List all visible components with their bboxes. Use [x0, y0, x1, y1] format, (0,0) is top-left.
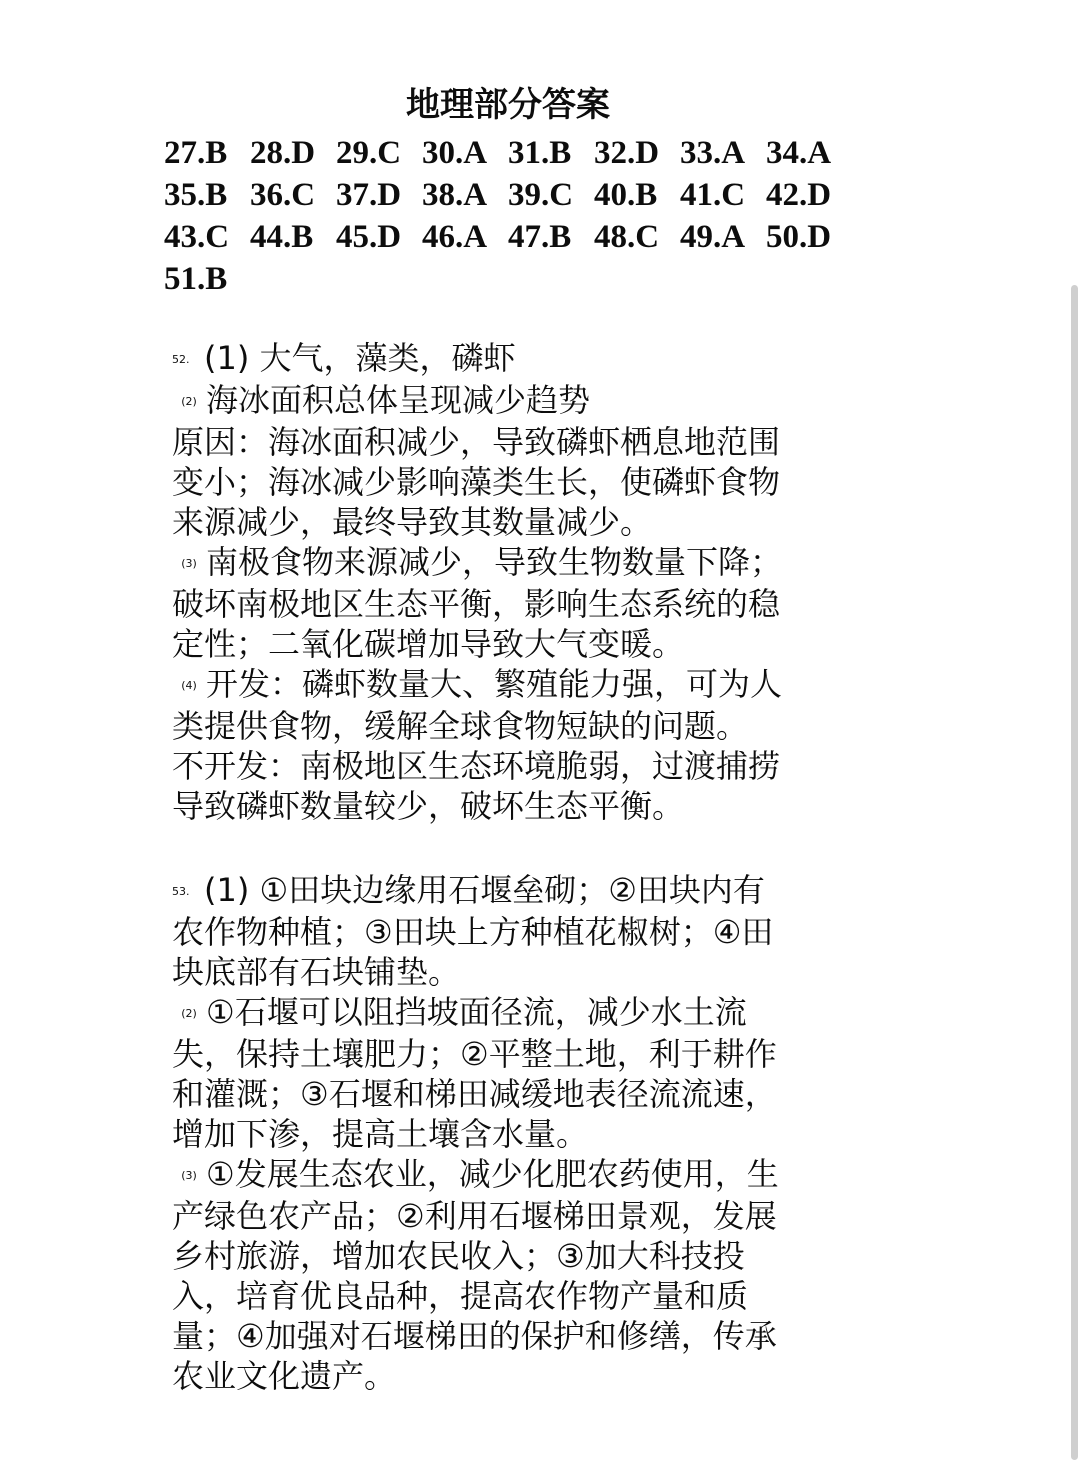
answer-row	[164, 132, 904, 174]
q53-part3	[172, 1154, 872, 1196]
answer-line: 定性；二氧化碳增加导致大气变暖。	[172, 625, 685, 663]
q52-part4	[172, 664, 872, 706]
question-number: 53.	[172, 885, 190, 898]
answer-cell: 46.A	[422, 219, 488, 255]
answer-cell: 27.B	[164, 135, 228, 171]
part-label: (1)	[204, 339, 250, 377]
answer-cell: 32.D	[594, 135, 660, 171]
answer-line: 类提供食物，缓解全球食物短缺的问题。	[172, 707, 749, 745]
answer-cell: 47.B	[508, 219, 572, 255]
answer-line: 农作物种植；③田块上方种植花椒树；④田	[172, 913, 774, 951]
answer-line: 原因：海冰面积减少，导致磷虾栖息地范围	[172, 423, 781, 461]
answer-grid	[164, 132, 904, 300]
answer-line: 增加下渗，提高土壤含水量。	[172, 1115, 589, 1153]
answer-cell: 49.A	[680, 219, 746, 255]
answer-cell: 41.C	[680, 177, 746, 213]
answer-cell: 44.B	[250, 219, 314, 255]
answer-cell: 48.C	[594, 219, 660, 255]
answer-text: 南极食物来源减少，导致生物数量下降；	[206, 543, 783, 581]
answer-line: 导致磷虾数量较少，破坏生态平衡。	[172, 787, 685, 825]
answer-line: 来源减少，最终导致其数量减少。	[172, 503, 653, 541]
q52-part3	[172, 542, 872, 584]
answer-text: 海冰面积总体呈现减少趋势	[206, 381, 591, 419]
part-label: (4)	[181, 679, 197, 692]
answer-line: 量；④加强对石堰梯田的保护和修缮，传承	[172, 1317, 777, 1355]
answer-line: 入，培育优良品种，提高农作物产量和质	[172, 1277, 749, 1315]
answer-row	[164, 174, 904, 216]
answer-text: ①田块边缘用石堰垒砌；②田块内有	[259, 871, 765, 909]
answer-line: 破坏南极地区生态平衡，影响生态系统的稳	[172, 585, 781, 623]
answer-line: 失，保持土壤肥力；②平整土地，利于耕作	[172, 1035, 777, 1073]
answer-cell: 50.D	[766, 219, 832, 255]
answer-cell: 30.A	[422, 135, 488, 171]
answer-cell: 29.C	[336, 135, 402, 171]
answer-line: 和灌溉；③石堰和梯田减缓地表径流流速，	[172, 1075, 777, 1113]
part-label: (3)	[181, 1169, 197, 1182]
part-label: (2)	[181, 1007, 197, 1020]
part-label: (3)	[181, 557, 197, 570]
answer-cell: 42.D	[766, 177, 832, 213]
answer-cell: 36.C	[250, 177, 316, 213]
q52-part2	[172, 380, 872, 422]
answer-line: 不开发：南极地区生态环境脆弱，过渡捕捞	[172, 747, 781, 785]
answer-cell: 28.D	[250, 135, 316, 171]
answer-text: ①发展生态农业，减少化肥农药使用，生	[206, 1155, 779, 1193]
part-label: (2)	[181, 395, 197, 408]
q53-part2	[172, 992, 872, 1034]
page-title: 地理部分答案	[406, 85, 610, 125]
question-52	[172, 338, 872, 826]
answer-cell: 37.D	[336, 177, 402, 213]
answer-text: ①石堰可以阻挡坡面径流，减少水土流	[206, 993, 747, 1031]
answer-cell: 33.A	[680, 135, 746, 171]
question-53	[172, 870, 872, 1396]
answer-cell: 40.B	[594, 177, 658, 213]
answer-line: 农业文化遗产。	[172, 1357, 397, 1395]
answer-cell: 43.C	[164, 219, 230, 255]
answer-cell: 35.B	[164, 177, 228, 213]
answer-cell: 45.D	[336, 219, 402, 255]
answer-cell: 51.B	[164, 261, 228, 297]
answer-cell: 39.C	[508, 177, 574, 213]
answer-cell: 34.A	[766, 135, 832, 171]
answer-text: 开发：磷虾数量大、繁殖能力强，可为人	[206, 665, 783, 703]
answer-line: 产绿色农产品；②利用石堰梯田景观，发展	[172, 1197, 777, 1235]
answer-cell: 38.A	[422, 177, 488, 213]
answer-cell: 31.B	[508, 135, 572, 171]
answer-row	[164, 258, 904, 300]
answer-row	[164, 216, 904, 258]
part-label: (1)	[204, 871, 250, 909]
q52-part1	[172, 338, 872, 380]
answer-line: 块底部有石块铺垫。	[172, 953, 461, 991]
question-number: 52.	[172, 353, 190, 366]
scrollbar[interactable]	[1071, 285, 1078, 1460]
answer-text: 大气，藻类，磷虾	[259, 339, 516, 377]
q53-part1	[172, 870, 872, 912]
answer-line: 乡村旅游，增加农民收入；③加大科技投	[172, 1237, 745, 1275]
answer-line: 变小；海冰减少影响藻类生长，使磷虾食物	[172, 463, 781, 501]
